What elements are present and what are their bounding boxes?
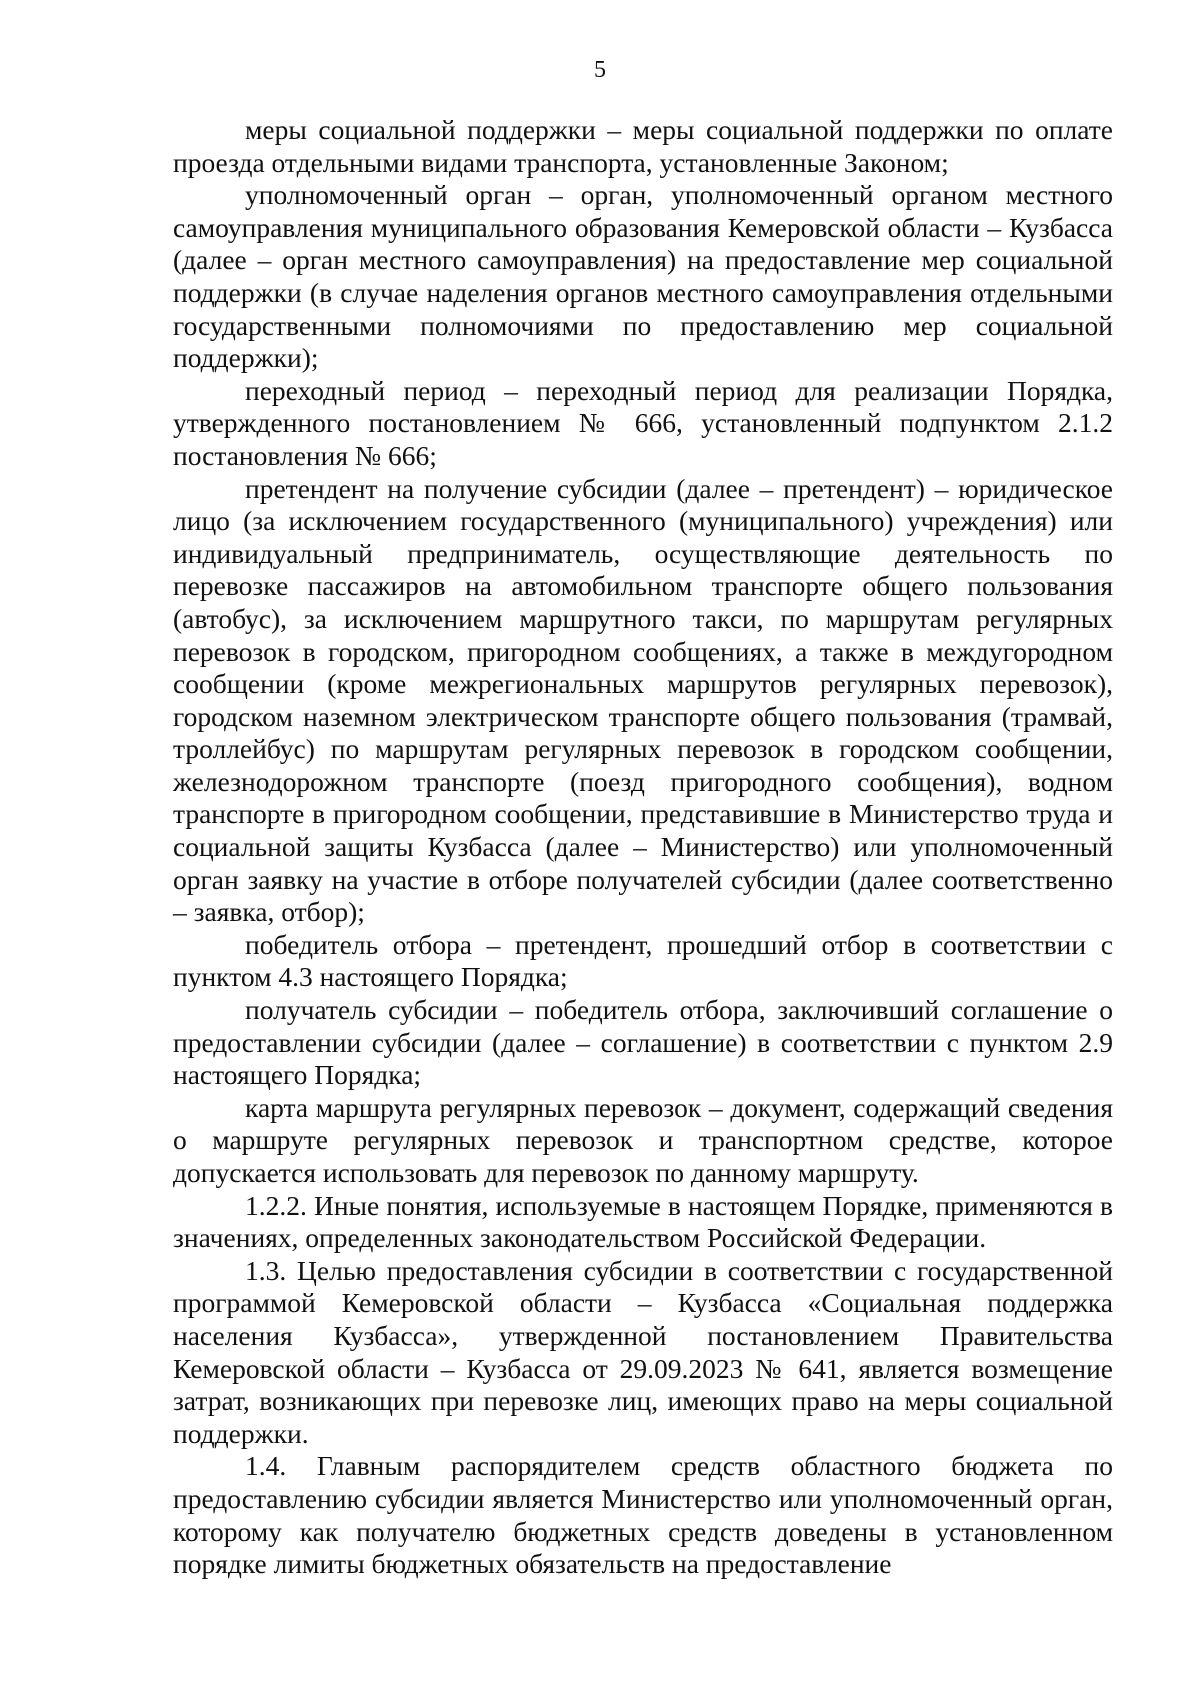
- paragraph-selection-winner: победитель отбора – претендент, прошедший отбор в соответствии с пунктом 4.3 настоящего Порядка;: [173, 928, 1113, 993]
- document-body: [173, 114, 1113, 1581]
- paragraph-subsidy-applicant: претендент на получение субсидии (далее – претендент) – юридическое лицо (за исключением государственного (муниципального) учреждения) или индивидуальный предприниматель, осуществляющие деятельность по перевозке пассажиров на автомобильном транспорте общего пользования (автобус), за исключением маршрутного такси, по маршрутам регулярных перевозок в городском, пригородном сообщениях, а также в междугородном сообщении (кроме межрегиональных маршрутов регулярных перевозок), городском наземном электрическом транспорте общего пользования (трамвай, троллейбус) по маршрутам регулярных перевозок в городском сообщении, железнодорожном транспорте (поезд пригородного сообщения), водном транспорте в пригородном сообщении, представившие в Министерство труда и социальной защиты Кузбасса (далее – Министерство) или уполномоченный орган заявку на участие в отборе получателей субсидии (далее соответственно – заявка, отбор);: [173, 472, 1113, 928]
- paragraph-authorized-body: уполномоченный орган – орган, уполномоченный органом местного самоуправления муниципального образования Кемеровской области – Кузбасса (далее – орган местного самоуправления) на предоставление мер социальной поддержки (в случае наделения органов местного самоуправления отдельными государственными полномочиями по предоставлению мер социальной поддержки);: [173, 179, 1113, 374]
- paragraph-clause-1-2-2: 1.2.2. Иные понятия, используемые в настоящем Порядке, применяются в значениях, определенных законодательством Российской Федерации.: [173, 1189, 1113, 1254]
- paragraph-subsidy-recipient: получатель субсидии – победитель отбора, заключивший соглашение о предоставлении субсидии (далее – соглашение) в соответствии с пунктом 2.9 настоящего Порядка;: [173, 994, 1113, 1091]
- paragraph-route-map: карта маршрута регулярных перевозок – документ, содержащий сведения о маршруте регулярных перевозок и транспортном средстве, которое допускается использовать для перевозок по данному маршруту.: [173, 1091, 1113, 1188]
- paragraph-social-support-measures: меры социальной поддержки – меры социальной поддержки по оплате проезда отдельными видами транспорта, установленные Законом;: [173, 114, 1113, 178]
- paragraph-transition-period: переходный период – переходный период для реализации Порядка, утвержденного постановлением № 666, установленный подпунктом 2.1.2 постановления № 666;: [173, 374, 1113, 471]
- paragraph-clause-1-3: 1.3. Целью предоставления субсидии в соответствии с государственной программой Кемеровской области – Кузбасса «Социальная поддержка населения Кузбасса», утвержденной постановлением Правительства Кемеровской области – Кузбасса от 29.09.2023 № 641, является возмещение затрат, возникающих при перевозке лиц, имеющих право на меры социальной поддержки.: [173, 1254, 1113, 1449]
- paragraph-clause-1-4: 1.4. Главным распорядителем средств областного бюджета по предоставлению субсидии является Министерство или уполномоченный орган, которому как получателю бюджетных средств доведены в установленном порядке лимиты бюджетных обязательств на предоставление: [173, 1450, 1113, 1580]
- page-number: 5: [594, 57, 606, 83]
